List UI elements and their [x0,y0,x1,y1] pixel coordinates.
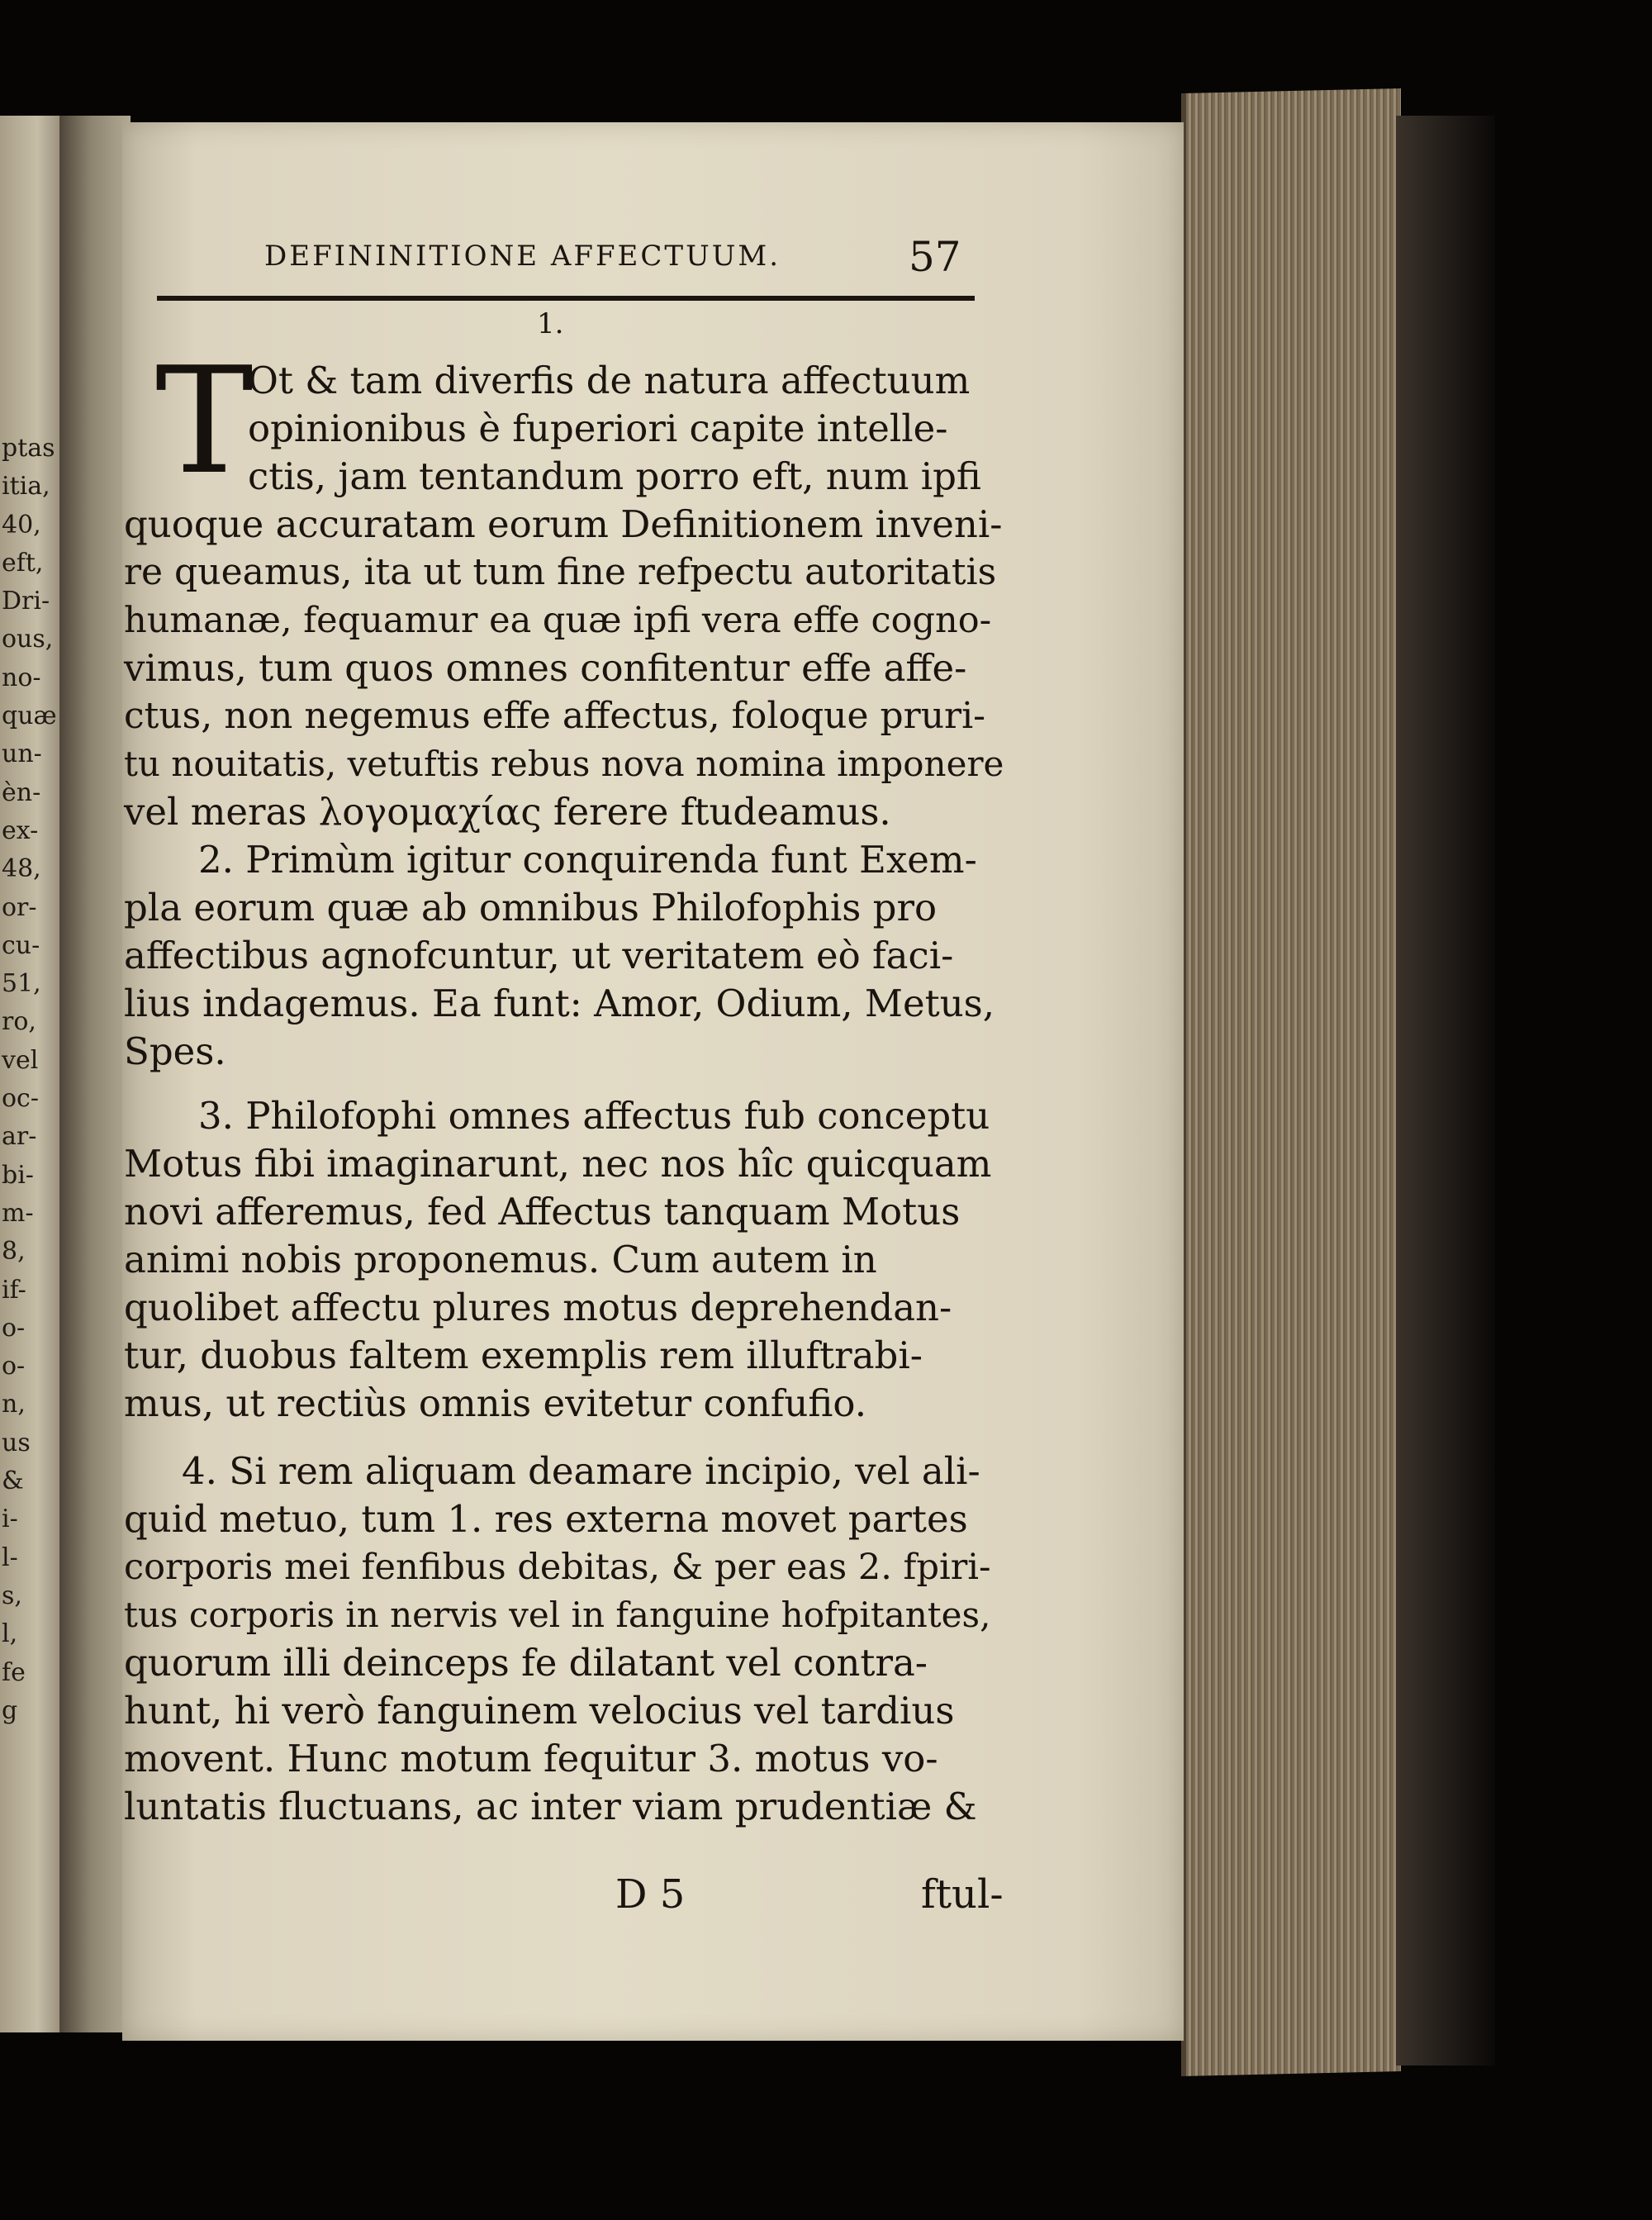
fragment: l- [2,1543,18,1572]
text-line: tu nouitatis, vetuftis rebus nova nomina imponere [124,744,1004,784]
page-number: 57 [909,233,961,281]
fragment: oc- [2,1084,39,1114]
text-line: animi nobis proponemus. Cum autem in [124,1238,877,1281]
text-line: mus, ut rectiùs omnis evitetur confufio. [124,1381,867,1425]
fragment: l, [2,1619,18,1649]
fragment: 51, [2,969,41,999]
fragment: 48, [2,854,41,884]
text-line: ctus, non negemus effe affectus, foloque pruri- [124,695,986,737]
running-head: DEFININITIONE AFFECTUUM. [264,240,781,273]
text-line: 2. Primùm igitur conquirenda funt Exem- [198,838,977,882]
fragment: itia, [2,472,50,502]
text-line: quolibet affectu plures motus deprehendan- [124,1286,952,1329]
text-line: tur, duobus faltem exemplis rem illuftrabi- [124,1333,923,1377]
fragment: m- [2,1198,34,1228]
fragment: if- [2,1275,26,1305]
fragment: o- [2,1352,26,1381]
fragment: i- [2,1505,18,1534]
text-line: quorum illi deinceps fe dilatant vel contra- [124,1641,928,1685]
text-line: movent. Hunc motum fequitur 3. motus vo- [124,1737,938,1780]
left-page-edge [0,116,68,2032]
book-fore-edge [1181,88,1401,2076]
book-gutter [59,116,131,2032]
text-line: ctis, jam tentandum porro eft, num ipfi [248,454,981,498]
text-line: luntatis fluctuans, ac inter viam prudentiæ & [124,1785,977,1828]
signature-mark: D 5 [615,1871,686,1918]
fragment: 40, [2,510,41,540]
fragment: cu- [2,930,40,960]
fragment: or- [2,892,37,922]
book-edge-shadow [1396,116,1495,2066]
text-line: pla eorum quæ ab omnibus Philofophis pro [124,886,938,929]
fragment: ous, [2,625,54,654]
text-line: affectibus agnofcuntur, ut veritatem eò faci- [124,934,954,977]
fragment: o- [2,1313,26,1343]
drop-cap: T [155,335,254,506]
fragment: ro, [2,1007,36,1037]
left-page-text-fragments [2,430,57,1730]
section-number: 1. [537,307,564,340]
fragment: s, [2,1581,22,1610]
text-line: novi afferemus, fed Affectus tanquam Motus [124,1190,961,1234]
text-line: Spes. [124,1029,226,1073]
fragment: quæ [2,701,57,731]
fragment: 8, [2,1237,26,1267]
fragment: un- [2,739,42,769]
fragment: eft, [2,548,44,578]
text-line: 4. Si rem aliquam deamare incipio, vel ali- [182,1449,980,1493]
text-line: vimus, tum quos omnes confitentur effe affe- [124,646,967,690]
fragment: ptas [2,434,55,463]
text-line: Ot & tam diverfis de natura affectuum [248,359,971,402]
text-line: re queamus, ita ut tum fine refpectu autoritatis [124,551,997,593]
fragment: no- [2,663,41,692]
fragment: ex- [2,815,39,845]
fragment: & [2,1467,24,1496]
header-rule [157,296,975,301]
text-line: opinionibus è fuperiori capite intelle- [248,406,948,450]
text-line: tus corporis in nervis vel in fanguine hofpitantes, [124,1595,991,1635]
text-line: quoque accuratam eorum Definitionem inveni- [124,502,1003,546]
text-line: 3. Philofophi omnes affectus fub conceptu [198,1094,990,1138]
fragment: bi- [2,1160,34,1190]
text-line: quid metuo, tum 1. res externa movet partes [124,1497,968,1541]
catchword: ftul- [921,1871,1004,1918]
text-line: lius indagemus. Ea funt: Amor, Odium, Metus, [124,982,995,1025]
fragment: ar- [2,1122,37,1152]
fragment: g [2,1695,18,1725]
fragment: fe [2,1657,26,1687]
text-line: corporis mei fenfibus debitas, & per eas 2. fpiri- [124,1547,991,1588]
fragment: vel [2,1045,39,1075]
fragment: n, [2,1390,26,1419]
text-line: hunt, hi verò fanguinem velocius vel tardius [124,1689,955,1733]
text-line: Motus fibi imaginarunt, nec nos hîc quicquam [124,1142,992,1186]
fragment: èn- [2,777,41,807]
text-line: vel meras λογομαχίας ferere ftudeamus. [124,790,891,834]
fragment: us [2,1428,31,1457]
text-line: humanæ, fequamur ea quæ ipfi vera effe cogno- [124,600,992,641]
fragment: Dri- [2,587,50,616]
